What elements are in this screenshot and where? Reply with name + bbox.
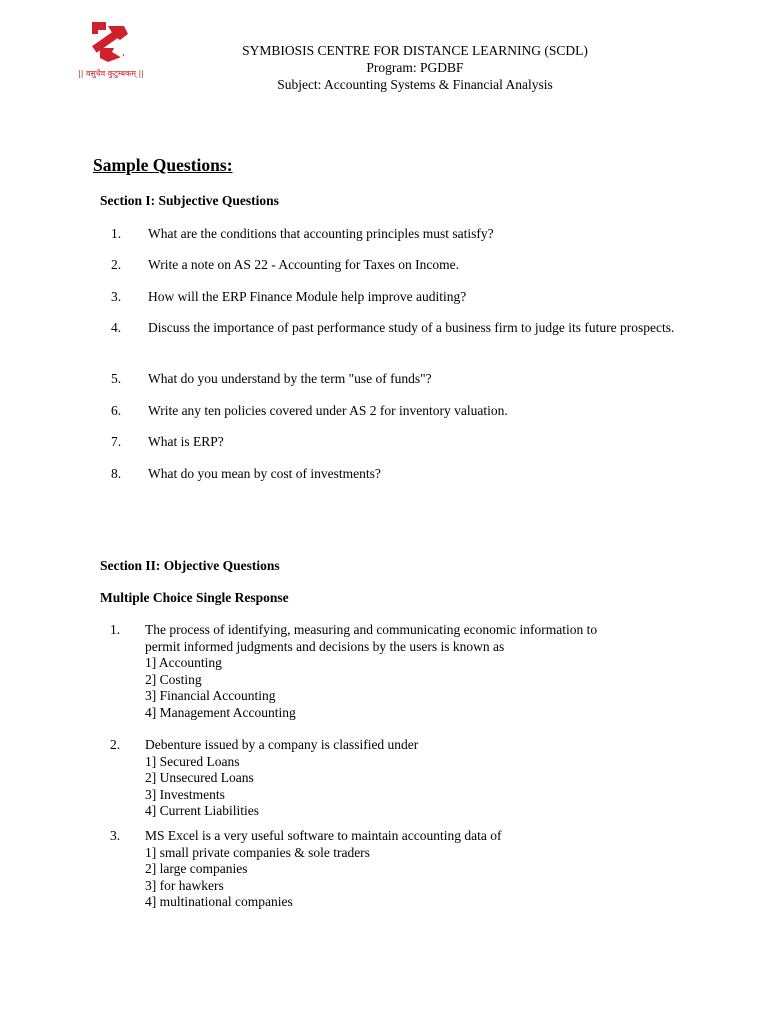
question-number: 7.	[111, 434, 122, 449]
question-number: 1.	[111, 226, 122, 241]
question-stem: The process of identifying, measuring and communicating economic information to	[145, 622, 598, 637]
answer-option: 1] Accounting	[145, 655, 222, 671]
question-number: 2.	[110, 737, 121, 752]
question-text: How will the ERP Finance Module help improve auditing?	[148, 289, 467, 304]
answer-option: 1] small private companies & sole traders	[145, 844, 370, 860]
question-number: 5.	[111, 371, 122, 386]
answer-option: 2] Costing	[145, 671, 202, 687]
question-number: 1.	[110, 622, 121, 637]
question-text: Write any ten policies covered under AS 2 for inventory valuation.	[148, 403, 508, 418]
question-stem: permit informed judgments and decisions by the users is known as	[145, 638, 505, 654]
section-2-heading: Section II: Objective Questions	[100, 558, 280, 573]
question-text: What is ERP?	[148, 434, 224, 449]
question-stem: MS Excel is a very useful software to maintain accounting data of	[145, 828, 502, 843]
answer-option: 3] Financial Accounting	[145, 688, 276, 704]
answer-option: 4] Management Accounting	[145, 704, 296, 720]
question-text: What do you mean by cost of investments?	[148, 466, 381, 481]
question-stem: Debenture issued by a company is classified under	[145, 737, 419, 752]
symbiosis-logo	[78, 18, 144, 80]
question-text: Discuss the importance of past performance study of a business firm to judge its future prospects.	[148, 320, 675, 335]
question-number: 3.	[111, 289, 122, 304]
program-name: Program: PGDBF	[366, 60, 464, 75]
answer-option: 2] Unsecured Loans	[145, 770, 254, 786]
answer-option: 3] for hawkers	[145, 877, 224, 893]
document-header	[160, 42, 670, 93]
question-number: 2.	[111, 257, 122, 272]
subject-name: Subject: Accounting Systems & Financial Analysis	[277, 77, 553, 92]
question-text: Write a note on AS 22 - Accounting for Taxes on Income.	[148, 257, 459, 272]
question-text: What are the conditions that accounting principles must satisfy?	[148, 226, 494, 241]
answer-option: 4] Current Liabilities	[145, 803, 259, 819]
answer-option: 3] Investments	[145, 786, 225, 802]
question-number: 3.	[110, 828, 121, 843]
answer-option: 4] multinational companies	[145, 894, 293, 910]
answer-option: 2] large companies	[145, 861, 248, 877]
section-1-heading: Section I: Subjective Questions	[100, 193, 279, 208]
question-number: 8.	[111, 466, 122, 481]
page-title: Sample Questions:	[93, 155, 233, 175]
question-text: What do you understand by the term "use of funds"?	[148, 371, 432, 386]
logo-motto: || वसुधैव कुटुम्बकम् ||	[78, 69, 144, 78]
question-number: 6.	[111, 403, 122, 418]
mcq-subheading: Multiple Choice Single Response	[100, 590, 289, 605]
question-number: 4.	[111, 320, 122, 335]
institute-name: SYMBIOSIS CENTRE FOR DISTANCE LEARNING (SCDL)	[242, 43, 588, 58]
answer-option: 1] Secured Loans	[145, 753, 240, 769]
